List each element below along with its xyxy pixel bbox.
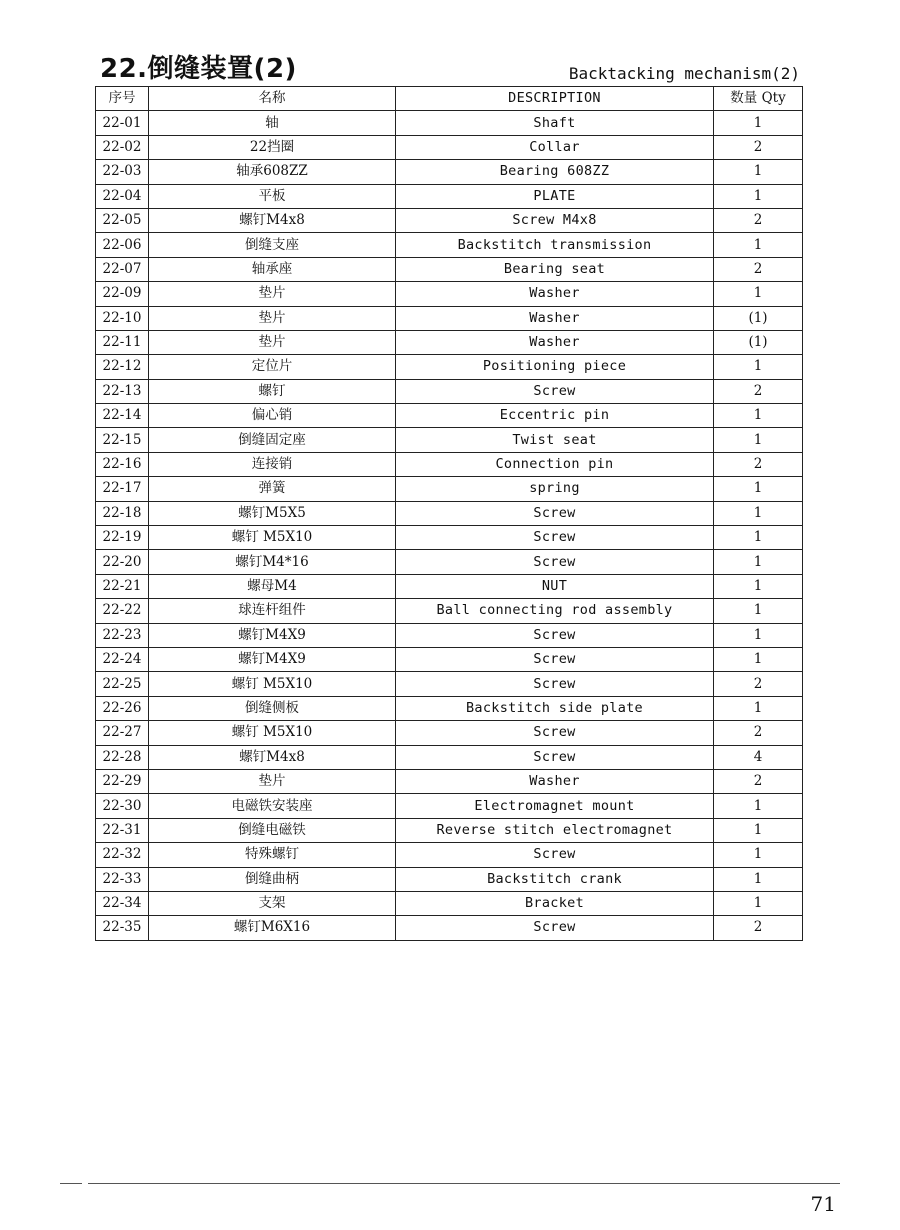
cell-qty: 1	[714, 550, 803, 574]
cell-no: 22-12	[96, 355, 149, 379]
cell-qty: (1)	[714, 306, 803, 330]
table-row	[96, 818, 803, 842]
cell-qty: 1	[714, 574, 803, 598]
table-row	[96, 550, 803, 574]
cell-description: Collar	[396, 135, 714, 159]
cell-qty: 2	[714, 452, 803, 476]
cell-qty: 1	[714, 477, 803, 501]
cell-qty: 4	[714, 745, 803, 769]
cell-description: Connection pin	[396, 452, 714, 476]
table-row	[96, 160, 803, 184]
cell-description: Screw	[396, 623, 714, 647]
cell-name: 平板	[149, 184, 396, 208]
cell-qty: 2	[714, 379, 803, 403]
cell-name: 螺钉M4X9	[149, 647, 396, 671]
cell-description: Bearing seat	[396, 257, 714, 281]
cell-qty: 2	[714, 721, 803, 745]
table-row	[96, 696, 803, 720]
cell-no: 22-10	[96, 306, 149, 330]
cell-name: 垫片	[149, 306, 396, 330]
cell-description: Washer	[396, 306, 714, 330]
cell-description: PLATE	[396, 184, 714, 208]
page-title-chinese: 22.倒缝装置(2)	[100, 54, 297, 84]
table-row	[96, 330, 803, 354]
cell-no: 22-30	[96, 794, 149, 818]
footer-rule-long	[88, 1183, 840, 1184]
cell-name: 螺钉M4X9	[149, 623, 396, 647]
cell-description: Washer	[396, 282, 714, 306]
cell-description: Eccentric pin	[396, 404, 714, 428]
cell-name: 电磁铁安装座	[149, 794, 396, 818]
table-row	[96, 526, 803, 550]
cell-description: Reverse stitch electromagnet	[396, 818, 714, 842]
parts-table	[95, 86, 803, 941]
cell-qty: 1	[714, 428, 803, 452]
cell-no: 22-11	[96, 330, 149, 354]
cell-qty: 1	[714, 160, 803, 184]
cell-description: Backstitch side plate	[396, 696, 714, 720]
cell-no: 22-35	[96, 916, 149, 940]
cell-no: 22-03	[96, 160, 149, 184]
cell-no: 22-15	[96, 428, 149, 452]
cell-description: Washer	[396, 769, 714, 793]
table-row	[96, 623, 803, 647]
table-row	[96, 769, 803, 793]
cell-description: Twist seat	[396, 428, 714, 452]
cell-name: 定位片	[149, 355, 396, 379]
cell-no: 22-07	[96, 257, 149, 281]
cell-no: 22-02	[96, 135, 149, 159]
header-qty: 数量 Qty	[714, 87, 803, 111]
cell-no: 22-05	[96, 208, 149, 232]
cell-qty: 1	[714, 184, 803, 208]
header-description: DESCRIPTION	[396, 87, 714, 111]
cell-qty: 1	[714, 599, 803, 623]
cell-no: 22-01	[96, 111, 149, 135]
table-row	[96, 111, 803, 135]
cell-description: Screw	[396, 745, 714, 769]
cell-name: 螺母M4	[149, 574, 396, 598]
cell-no: 22-09	[96, 282, 149, 306]
cell-description: Bracket	[396, 891, 714, 915]
cell-name: 偏心销	[149, 404, 396, 428]
cell-no: 22-24	[96, 647, 149, 671]
cell-qty: 2	[714, 208, 803, 232]
cell-description: Screw	[396, 843, 714, 867]
cell-no: 22-13	[96, 379, 149, 403]
cell-description: Screw	[396, 501, 714, 525]
cell-name: 连接销	[149, 452, 396, 476]
header-no: 序号	[96, 87, 149, 111]
cell-no: 22-20	[96, 550, 149, 574]
cell-no: 22-18	[96, 501, 149, 525]
page-title-english: Backtacking mechanism(2)	[568, 64, 800, 83]
table-row	[96, 721, 803, 745]
table-row	[96, 233, 803, 257]
cell-description: Screw	[396, 550, 714, 574]
cell-description: Screw	[396, 672, 714, 696]
cell-description: Shaft	[396, 111, 714, 135]
cell-name: 倒缝曲柄	[149, 867, 396, 891]
table-row	[96, 428, 803, 452]
cell-no: 22-32	[96, 843, 149, 867]
cell-name: 螺钉M5X5	[149, 501, 396, 525]
cell-name: 22挡圈	[149, 135, 396, 159]
cell-qty: 1	[714, 111, 803, 135]
cell-name: 弹簧	[149, 477, 396, 501]
cell-description: Ball connecting rod assembly	[396, 599, 714, 623]
cell-no: 22-33	[96, 867, 149, 891]
table-row	[96, 574, 803, 598]
cell-description: Washer	[396, 330, 714, 354]
table-row	[96, 306, 803, 330]
cell-description: Screw	[396, 379, 714, 403]
cell-name: 螺钉 M5X10	[149, 721, 396, 745]
table-row	[96, 501, 803, 525]
page-number: 71	[810, 1192, 836, 1216]
table-row	[96, 208, 803, 232]
cell-name: 倒缝电磁铁	[149, 818, 396, 842]
cell-name: 垫片	[149, 330, 396, 354]
cell-description: Electromagnet mount	[396, 794, 714, 818]
cell-no: 22-22	[96, 599, 149, 623]
cell-qty: 1	[714, 355, 803, 379]
cell-qty: 1	[714, 233, 803, 257]
cell-no: 22-31	[96, 818, 149, 842]
cell-no: 22-26	[96, 696, 149, 720]
table-row	[96, 477, 803, 501]
cell-qty: 1	[714, 843, 803, 867]
cell-no: 22-06	[96, 233, 149, 257]
cell-description: Screw	[396, 721, 714, 745]
cell-qty: 2	[714, 135, 803, 159]
cell-description: Screw	[396, 916, 714, 940]
cell-name: 轴承608ZZ	[149, 160, 396, 184]
cell-qty: 2	[714, 257, 803, 281]
cell-no: 22-16	[96, 452, 149, 476]
cell-no: 22-04	[96, 184, 149, 208]
cell-description: Backstitch transmission	[396, 233, 714, 257]
cell-description: Positioning piece	[396, 355, 714, 379]
cell-description: Screw	[396, 526, 714, 550]
cell-name: 垫片	[149, 282, 396, 306]
table-row	[96, 916, 803, 940]
cell-name: 轴承座	[149, 257, 396, 281]
cell-qty: 2	[714, 916, 803, 940]
table-row	[96, 672, 803, 696]
cell-name: 螺钉M4*16	[149, 550, 396, 574]
cell-no: 22-23	[96, 623, 149, 647]
table-row	[96, 794, 803, 818]
cell-name: 倒缝侧板	[149, 696, 396, 720]
cell-name: 螺钉 M5X10	[149, 672, 396, 696]
cell-no: 22-34	[96, 891, 149, 915]
header-name: 名称	[149, 87, 396, 111]
cell-name: 倒缝固定座	[149, 428, 396, 452]
cell-qty: 1	[714, 647, 803, 671]
cell-qty: 1	[714, 794, 803, 818]
table-row	[96, 452, 803, 476]
table-header-row	[96, 87, 803, 111]
cell-qty: 1	[714, 404, 803, 428]
cell-qty: 1	[714, 818, 803, 842]
table-row	[96, 891, 803, 915]
cell-no: 22-17	[96, 477, 149, 501]
table-row	[96, 843, 803, 867]
table-row	[96, 184, 803, 208]
cell-name: 螺钉M6X16	[149, 916, 396, 940]
cell-qty: 1	[714, 696, 803, 720]
cell-description: Backstitch crank	[396, 867, 714, 891]
cell-qty: 1	[714, 282, 803, 306]
cell-name: 轴	[149, 111, 396, 135]
table-row	[96, 404, 803, 428]
footer-rule-short	[60, 1183, 82, 1184]
table-row	[96, 745, 803, 769]
cell-qty: 2	[714, 769, 803, 793]
table-row	[96, 867, 803, 891]
cell-name: 螺钉	[149, 379, 396, 403]
cell-name: 倒缝支座	[149, 233, 396, 257]
cell-qty: 1	[714, 891, 803, 915]
cell-description: spring	[396, 477, 714, 501]
table-row	[96, 282, 803, 306]
cell-name: 支架	[149, 891, 396, 915]
table-row	[96, 647, 803, 671]
table-row	[96, 599, 803, 623]
cell-description: Bearing 608ZZ	[396, 160, 714, 184]
cell-description: Screw M4x8	[396, 208, 714, 232]
cell-qty: 1	[714, 623, 803, 647]
cell-name: 垫片	[149, 769, 396, 793]
cell-name: 螺钉M4x8	[149, 208, 396, 232]
cell-name: 螺钉M4x8	[149, 745, 396, 769]
cell-name: 螺钉 M5X10	[149, 526, 396, 550]
cell-description: NUT	[396, 574, 714, 598]
table-row	[96, 379, 803, 403]
cell-no: 22-28	[96, 745, 149, 769]
cell-qty: 1	[714, 867, 803, 891]
table-row	[96, 355, 803, 379]
cell-no: 22-29	[96, 769, 149, 793]
cell-no: 22-19	[96, 526, 149, 550]
cell-name: 球连杆组件	[149, 599, 396, 623]
cell-no: 22-21	[96, 574, 149, 598]
cell-description: Screw	[396, 647, 714, 671]
cell-qty: 1	[714, 501, 803, 525]
table-row	[96, 135, 803, 159]
cell-qty: 1	[714, 526, 803, 550]
cell-no: 22-14	[96, 404, 149, 428]
cell-qty: 2	[714, 672, 803, 696]
cell-no: 22-27	[96, 721, 149, 745]
table-row	[96, 257, 803, 281]
parts-table-body	[96, 111, 803, 940]
cell-no: 22-25	[96, 672, 149, 696]
cell-qty: (1)	[714, 330, 803, 354]
cell-name: 特殊螺钉	[149, 843, 396, 867]
